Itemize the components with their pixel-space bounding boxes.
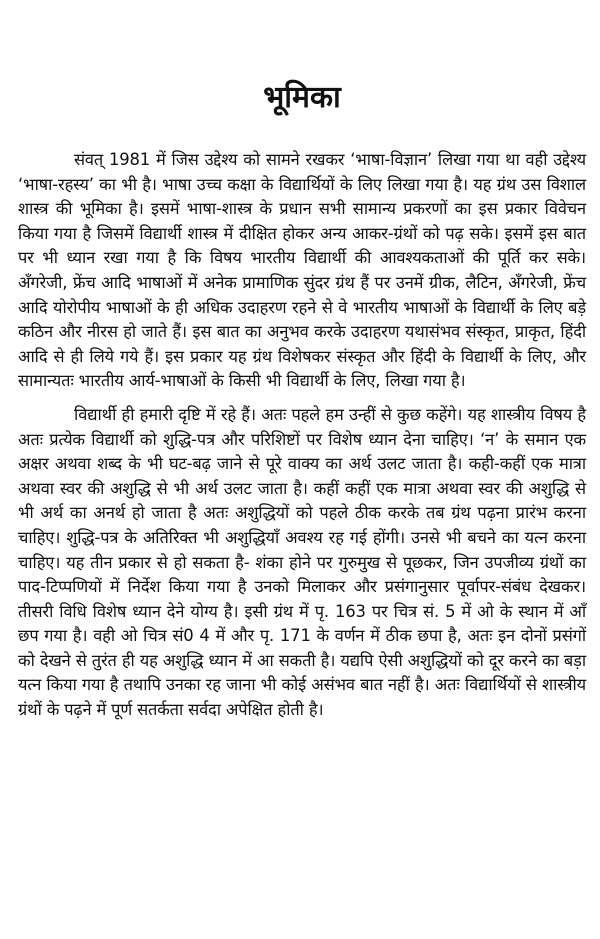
paragraph-1: संवत् 1981 में जिस उद्देश्य को सामने रखकर ‘भाषा-विज्ञान’ लिखा गया था वही उद्देश्य ‘भाषा-रहस्य’ का भी है। भाषा उच्च कक्षा के विद्यार्थियों के लिए लिखा गया है। यह ग्रंथ उस विशाल शास्त्र की भूमिका है। इसमें भाषा-शास्त्र के प्रधान सभी सामान्य प्रकरणों का इस प्रकार विवेचन किया गया है जिसमें विद्यार्थी शास्त्र में दीक्षित होकर अन्य आकर-ग्रंथों को पढ़ सके। इसमें इस बात पर भी ध्यान रखा गया है कि विषय भारतीय विद्यार्थी की आवश्यकताओं की पूर्ति कर सके। अँगरेजी, फ्रेंच आदि भाषाओं में अनेक प्रामाणिक सुंदर ग्रंथ हैं पर उनमें ग्रीक, लैटिन, अँगरेजी, फ्रेंच आदि योरोपीय भाषाओं के ही अधिक उदाहरण रहने से वे भारतीय भाषाओं के विद्यार्थी के लिए बड़े कठिन और नीरस हो जाते हैं। इस बात का अनुभव करके उदाहरण यथासंभव संस्कृत, प्राकृत, हिंदी आदि से ही लिये गये हैं। इस प्रकार यह ग्रंथ विशेषकर संस्कृत और हिंदी के विद्यार्थी के लिए, और सामान्यतः भारतीय आर्य-भाषाओं के किसी भी विद्यार्थी के लिए, लिखा गया है। <box>18 150 586 391</box>
paragraph-2: विद्यार्थी ही हमारी दृष्टि में रहे हैं। अतः पहले हम उन्हीं से कुछ कहेंगे। यह शास्त्रीय विषय है अतः प्रत्येक विद्यार्थी को शुद्धि-पत्र और परिशिष्टों पर विशेष ध्यान देना चाहिए। ‘न’ के समान एक अक्षर अथवा शब्द के भी घट-बढ़ जाने से पूरे वाक्य का अर्थ उलट जाता है। कही-कहीं एक मात्रा अथवा स्वर की अशुद्धि से भी अर्थ उलट जाता है। कहीं कहीं एक मात्रा अथवा स्वर की अशुद्धि से भी अर्थ का अनर्थ हो जाता है अतः अशुद्धियों को पहले ठीक करके तब ग्रंथ पढ़ना प्रारंभ करना चाहिए। शुद्धि-पत्र के अतिरिक्त भी अशुद्धियाँ अवश्य रह गई होंगी। उनसे भी बचने का यत्न करना चाहिए। यह तीन प्रकार से हो सकता है- शंका होने पर गुरुमुख से पूछकर, जिन उपजीव्य ग्रंथों का पाद-टिप्पणियों में निर्देश किया गया है उनको मिलाकर और प्रसंगानुसार पूर्वापर-संबंध देखकर। तीसरी विधि विशेष ध्यान देने योग्य है। इसी ग्रंथ में पृ. 163 पर चित्र सं. 5 में ओ के स्थान में आँ छप गया है। वही ओ चित्र सं0 4 में और पृ. 171 के वर्णन में ठीक छपा है, अतः इन दोनों प्रसंगों को देखने से तुरंत ही यह अशुद्धि ध्यान में आ सकती है। यद्यपि ऐसी अशुद्धियों को दूर करने का बड़ा यत्न किया गया है तथापि उनका रह जाना भी कोई असंभव बात नहीं है। अतः विद्यार्थियों से शास्त्रीय ग्रंथों के पढ़ने में पूर्ण सतर्कता सर्वदा अपेक्षित होती है। <box>18 404 586 720</box>
page-title: भूमिका <box>263 80 341 115</box>
